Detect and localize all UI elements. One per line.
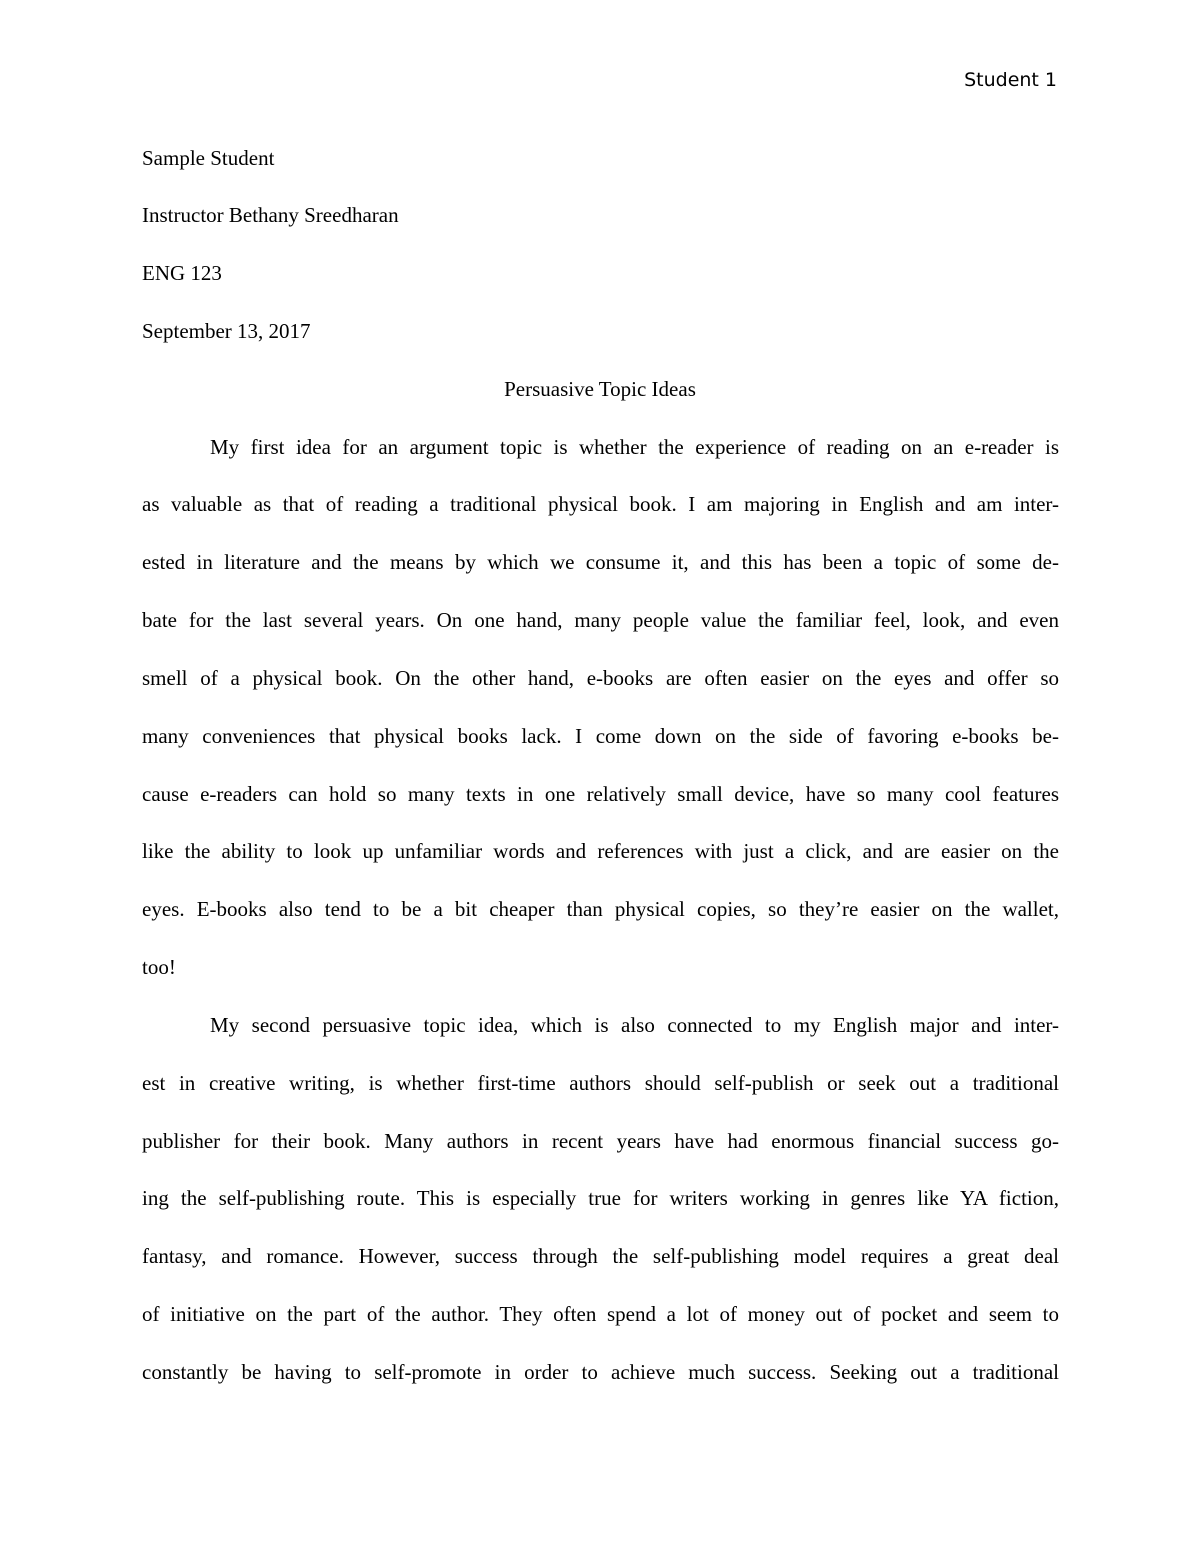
text-line: of initiative on the part of the author. They often spend a lot of money out of pocket and seem to bbox=[142, 1302, 1059, 1326]
student-name: Sample Student bbox=[142, 146, 275, 170]
text-line: many conveniences that physical books lack. I come down on the side of favoring e-books be- bbox=[142, 724, 1059, 748]
text-line: constantly be having to self-promote in order to achieve much success. Seeking out a traditional bbox=[142, 1360, 1059, 1384]
text-line: fantasy, and romance. However, success through the self-publishing model requires a great deal bbox=[142, 1244, 1059, 1268]
running-head: Student 1 bbox=[964, 69, 1057, 91]
text-line: bate for the last several years. On one hand, many people value the familiar feel, look, and even bbox=[142, 608, 1059, 632]
text-line: smell of a physical book. On the other hand, e-books are often easier on the eyes and offer so bbox=[142, 666, 1059, 690]
text-line: publisher for their book. Many authors in recent years have had enormous financial success go- bbox=[142, 1129, 1059, 1153]
text-line: ested in literature and the means by which we consume it, and this has been a topic of some de- bbox=[142, 550, 1059, 574]
text-line: cause e-readers can hold so many texts in one relatively small device, have so many cool features bbox=[142, 782, 1059, 806]
course-name: ENG 123 bbox=[142, 261, 222, 285]
instructor-name: Instructor Bethany Sreedharan bbox=[142, 203, 399, 227]
text-line: My first idea for an argument topic is whether the experience of reading on an e-reader is bbox=[210, 435, 1059, 459]
essay-title: Persuasive Topic Ideas bbox=[504, 377, 696, 401]
text-line: as valuable as that of reading a traditional physical book. I am majoring in English and am inter- bbox=[142, 492, 1059, 516]
text-line: My second persuasive topic idea, which is also connected to my English major and inter- bbox=[210, 1013, 1059, 1037]
text-line: too! bbox=[142, 955, 176, 979]
text-line: eyes. E-books also tend to be a bit cheaper than physical copies, so they’re easier on the wallet, bbox=[142, 897, 1059, 921]
text-line: est in creative writing, is whether first-time authors should self-publish or seek out a traditional bbox=[142, 1071, 1059, 1095]
text-line: like the ability to look up unfamiliar words and references with just a click, and are easier on the bbox=[142, 839, 1059, 863]
essay-date: September 13, 2017 bbox=[142, 319, 311, 343]
text-line: ing the self-publishing route. This is especially true for writers working in genres like YA fiction, bbox=[142, 1186, 1059, 1210]
